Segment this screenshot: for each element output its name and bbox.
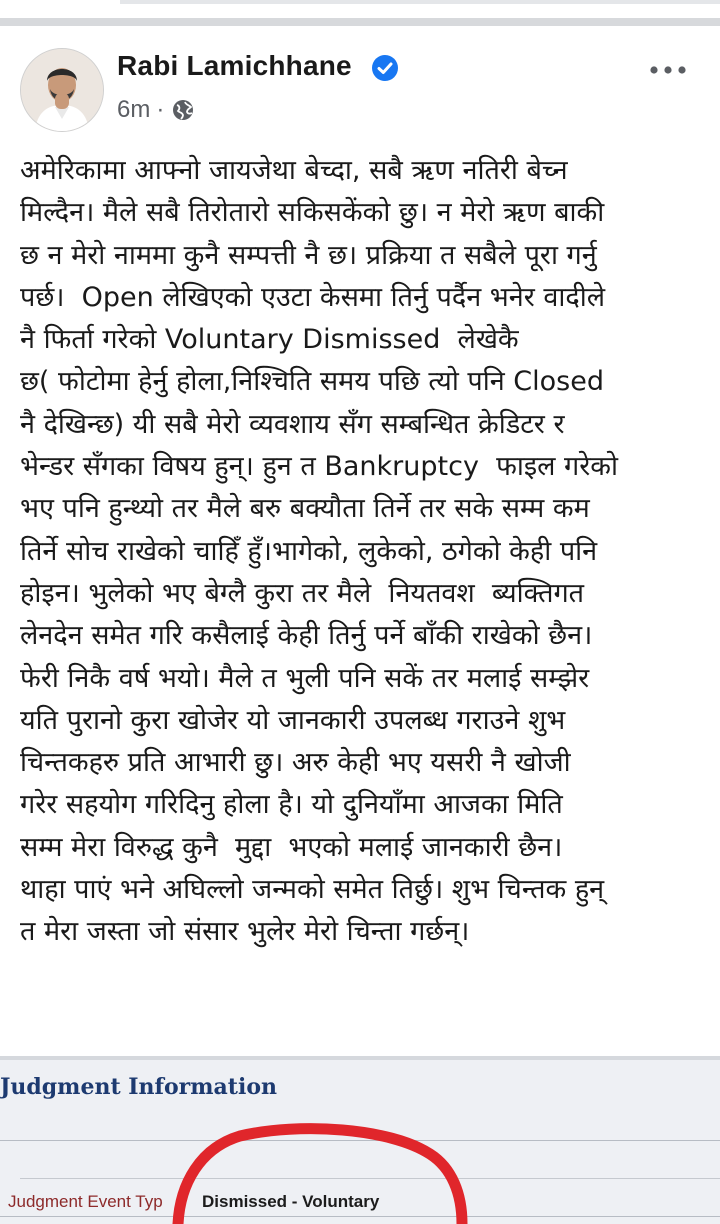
feed-divider: [0, 18, 720, 26]
judgment-event-type-label: Judgment Event Typ: [8, 1192, 163, 1211]
image-top-border: [0, 1056, 720, 1060]
judgment-heading: Judgment Information: [0, 1074, 277, 1100]
avatar-photo: [21, 49, 103, 131]
image-rule: [0, 1140, 720, 1141]
more-options-icon[interactable]: [648, 64, 688, 76]
previous-post-bottom: [120, 0, 720, 4]
attached-image[interactable]: [0, 1056, 720, 1224]
judgment-event-type-value: Dismissed - Voluntary: [202, 1192, 380, 1211]
author-avatar[interactable]: [20, 48, 104, 132]
meta-separator: ·: [156, 96, 165, 123]
post-timestamp[interactable]: 6m: [117, 96, 151, 123]
author-name[interactable]: Rabi Lamichhane: [117, 50, 352, 81]
post-text: अमेरिकामा आफ्नो जायजेथा बेच्दा, सबै ऋण नतिरी बेच्न मिल्दैन। मैले सबै तिरोतारो सकिसकेंको छु। न मेरो ऋण बाकी छ न मेरो नाममा कुनै सम्पत्ती नै छ। प्रक्रिया त सबैले पूरा गर्नु पर्छ। Open लेखिएको एउटा केसमा तिर्नु पर्दैन भनेर वादीले नै फिर्ता गरेको Voluntary Dismissed लेखेकै छ( फोटोमा हेर्नु होला,निश्चिति समय पछि त्यो पनि Closed नै देखिन्छ) यी सबै मेरो व्यवशाय सँग सम्बन्धित क्रेडिटर र भेन्डर सँगका विषय हुन्। हुन त Bankruptcy फाइल गरेको भए पनि हुन्थ्यो तर मैले बरु बक्यौता तिर्ने तर सके सम्म कम तिर्ने सोच राखेको चाहिँ हुँ।भागेको, लुकेको, ठगेको केही पनि होइन। भुलेको भए बेग्लै कुरा तर मैले नियतवश ब्यक्तिगत लेनदेन समेत गरि कसैलाई केही तिर्नु पर्ने बाँकी राखेको छैन। फेरी निकै वर्ष भयो। मैले त भुली पनि सकें तर मलाई सम्झेर यति पुरानो कुरा खोजेर यो जानकारी उपलब्ध गराउने शुभ चिन्तकहरु प्रति आभारी छु। अरु केही भए यसरी नै खोजी गरेर सहयोग गरिदिनु होला है। यो दुनियाँमा आजका मिति सम्म मेरा विरुद्ध कुनै मुद्दा भएको मलाई जानकारी छैन। थाहा पाएं भने अघिल्लो जन्मको समेत तिर्छु। शुभ चिन्तक हुन् त मेरा जस्ता जो संसार भुलेर मेरो चिन्ता गर्छन्।: [20, 155, 619, 948]
verified-badge-icon: [371, 54, 399, 82]
post-header: [0, 26, 720, 141]
globe-icon[interactable]: [172, 99, 194, 121]
image-rule: [0, 1216, 720, 1217]
post-meta: [117, 96, 194, 124]
image-rule: [20, 1178, 720, 1179]
